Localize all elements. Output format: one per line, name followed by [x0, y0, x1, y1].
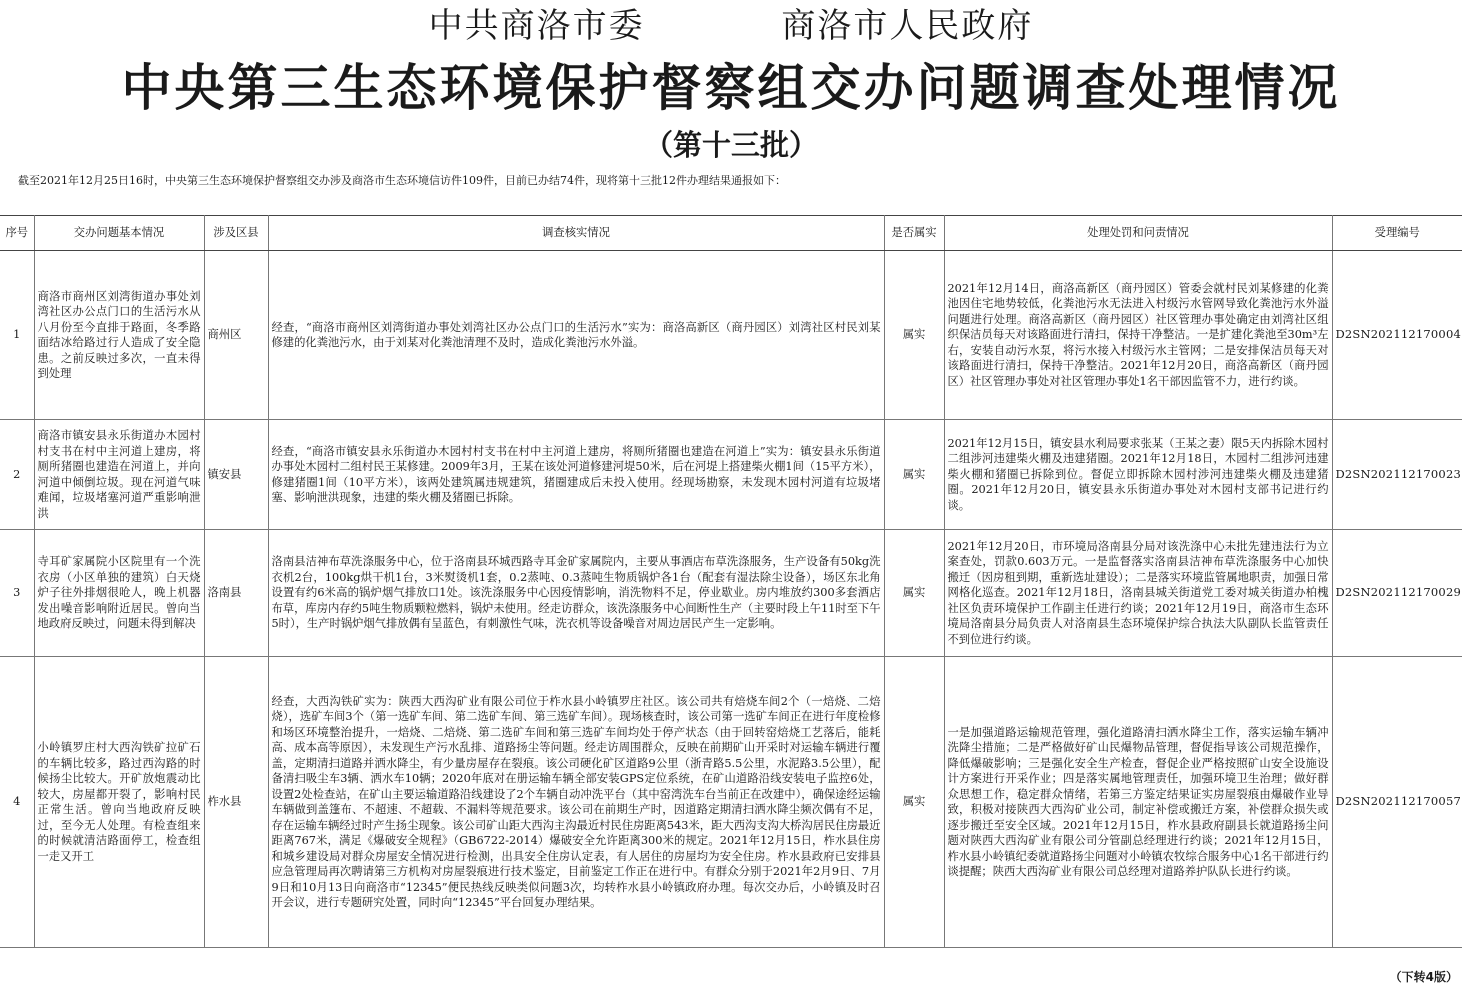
district-cell: 镇安县: [204, 420, 268, 530]
header-district: 涉及区县: [204, 216, 268, 251]
handling-cell: 2021年12月20日，市环境局洛南县分局对该洗涤中心未批先建违法行为立案查处，罚款0.603万元。一是监督落实洛南县洁神布草洗涤服务中心加快搬迁（因房租到期，重新选址建设）；二是落实环境监管属地职责，加强日常网格化巡查。2021年12月18日，洛南县城关街道党工委对城关街道办柏槐社区负责环境保护工作副主任进行约谈；2021年12月19日，商洛市生态环境局洛南县分局负责人对洛南县生态环境保护综合执法大队副队长监管责任不到位进行约谈。: [944, 530, 1332, 657]
case-code-cell: D2SN202112170004: [1332, 251, 1462, 420]
row-number: 4: [0, 657, 34, 948]
header-no: 序号: [0, 216, 34, 251]
case-code-cell: D2SN202112170029: [1332, 530, 1462, 657]
header-handling: 处理处罚和问责情况: [944, 216, 1332, 251]
org-government: 商洛市人民政府: [781, 6, 1034, 46]
table-header-row: [0, 216, 1462, 251]
row-number: 1: [0, 251, 34, 420]
table-row: [0, 251, 1462, 420]
district-cell: 柞水县: [204, 657, 268, 948]
table-row: [0, 530, 1462, 657]
header-issue: 交办问题基本情况: [34, 216, 204, 251]
handling-cell: 一是加强道路运输规范管理，强化道路清扫洒水降尘工作，落实运输车辆冲洗降尘措施；二是严格做好矿山民爆物品管理，督促指导该公司规范操作，降低爆破影响；三是强化安全生产检查，督促企业严格按照矿山安全设施设计方案进行开采作业；四是落实属地管理责任，加强环境卫生治理；做好群众思想工作，稳定群众情绪，若第三方鉴定结果证实房屋裂痕由爆破作业导致，积极对接陕西大西沟矿业公司，制定补偿或搬迁方案，补偿群众损失或逐步搬迁至安全区域。2021年12月15日，柞水县政府副县长就道路扬尘问题对陕西大西沟矿业有限公司分管副总经理进行约谈；2021年12月15日，柞水县小岭镇纪委就道路扬尘问题对小岭镇农牧综合服务中心1名干部进行约谈提醒；陕西大西沟矿业有限公司总经理对道路养护队队长进行约谈。: [944, 657, 1332, 948]
org-party-committee: 中共商洛市委: [428, 6, 645, 46]
issue-cell: 寺耳矿家属院小区院里有一个洗衣房（小区单独的建筑）白天烧炉子往外排烟很呛人，晚上机器发出噪音影响附近居民。曾向当地政府反映过，问题未得到解决: [34, 530, 204, 657]
page-title: 中央第三生态环境保护督察组交办问题调查处理情况: [121, 59, 1341, 117]
handling-cell: 2021年12月15日，镇安县水利局要求张某（王某之妻）限5天内拆除木园村二组涉河违建柴火棚及违建猪圈。2021年12月18日，木园村二组涉河违建柴火棚和猪圈已拆除到位。督促立即拆除木园村涉河违建柴火棚及违建猪圈。2021年12月20日，镇安县永乐街道办事处对木园村支部书记进行约谈。: [944, 420, 1332, 530]
batch-subtitle: （第十三批）: [643, 128, 818, 162]
case-code-cell: D2SN202112170023: [1332, 420, 1462, 530]
row-number: 2: [0, 420, 34, 530]
investigation-cell: 经查，大西沟铁矿实为：陕西大西沟矿业有限公司位于柞水县小岭镇罗庄社区。该公司共有焙烧车间2个（一焙烧、二焙烧），选矿车间3个（第一选矿车间、第二选矿车间、第三选矿车间）。现场核查时，该公司第一选矿车间正在进行年度检修和场区环境整治提升，一焙烧、二焙烧、第二选矿车间和第三选矿车间均处于停产状态（由于回转窑焙烧工艺落后，能耗高、成本高等原因），未发现生产污水乱排、道路扬尘等问题。经走访周围群众，反映在前期矿山开采时对运输车辆进行覆盖，定期清扫道路并洒水降尘，有少量房屋存在裂痕。该公司硬化矿区道路9公里（浙青路5.5公里，水泥路3.5公里），配备清扫吸尘车3辆、洒水车10辆；2020年底对在册运输车辆全部安装GPS定位系统，在矿山道路沿线安装电子监控6处，设置2处检查站，在矿山主要运输道路沿线建设了2个车辆自动冲洗平台（其中窑湾洗车台当前正在改建中），确保途经运输车辆做到盖篷布、不超速、不超载、不漏料等规范要求。该公司在前期生产时，因道路定期清扫洒水降尘频次偶有不足，存在运输车辆经过时产生扬尘现象。该公司矿山距大西沟主沟最近村民住房距离543米，距大西沟支沟大桥沟居民住房最近距离767米，满足《爆破安全规程》（GB6722-2014）爆破安全允许距离300米的规定。2021年12月15日，柞水县住房和城乡建设局对群众房屋安全情况进行检测，出具安全住房认定表，有人居住的房屋均为安全住房。柞水县政府已安排县应急管理局再次聘请第三方机构对房屋裂痕进行技术鉴定，目前鉴定工作正在进行中。有群众分别于2021年2月9日、7月9日和10月13日向商洛市“12345”便民热线反映类似问题3次，均转柞水县小岭镇政府办理。每次交办后，小岭镇及时召开会议，进行专题研究处置，同时向“12345”平台回复办理结果。: [268, 657, 884, 948]
table-row: [0, 420, 1462, 530]
row-number: 3: [0, 530, 34, 657]
handling-cell: 2021年12月14日，商洛高新区（商丹园区）管委会就村民刘某修建的化粪池因住宅地势较低，化粪池污水无法进入村级污水管网导致化粪池污水外溢问题进行处理。商洛高新区（商丹园区）社区管理办事处确定由刘湾社区组织保洁员每天对该路面进行清扫，保持干净整洁。一是扩建化粪池至30m³左右，安装自动污水泵，将污水接入村级污水主管网；二是安排保洁员每天对该路面进行清扫，保持干净整洁。2021年12月20日，商洛高新区（商丹园区）社区管理办事处对社区管理办事处1名干部因监管不力，进行约谈。: [944, 251, 1332, 420]
header-verified: 是否属实: [884, 216, 944, 251]
table-row: [0, 657, 1462, 948]
header-code: 受理编号: [1332, 216, 1462, 251]
continued-on-page-note: （下转4版）: [1389, 970, 1458, 984]
investigation-cell: 经查，“商洛市商州区刘湾街道办事处刘湾社区办公点门口的生活污水”实为：商洛高新区（商丹园区）刘湾社区村民刘某修建的化粪池污水，由于刘某对化粪池清理不及时，造成化粪池污水外溢。: [268, 251, 884, 420]
verified-cell: 属实: [884, 530, 944, 657]
investigation-cell: 经查，“商洛市镇安县永乐街道办木园村村支书在村中主河道上建房，将厕所猪圈也建造在河道上”实为：镇安县永乐街道办事处木园村二组村民王某修建。2009年3月，王某在该处河道修建河堤50米，后在河堤上搭建柴火棚1间（15平方米），修建猪圈1间（10平方米），该两处建筑属违规建筑，猪圈建成后未投入使用。经现场勘察，未发现木园村河道有垃圾堵塞、影响泄洪现象，违建的柴火棚及猪圈已拆除。: [268, 420, 884, 530]
header-organizations: [0, 4, 1462, 48]
verified-cell: 属实: [884, 420, 944, 530]
investigation-cell: 洛南县洁神布草洗涤服务中心，位于洛南县环城西路寺耳金矿家属院内，主要从事酒店布草洗涤服务，生产设备有50kg洗衣机2台，100kg烘干机1台，3米熨烫机1套，0.2蒸吨、0.3蒸吨生物质锅炉各1台（配套有湿法除尘设备），场区东北角设置有约6米高的锅炉烟气排放口1处。该洗涤服务中心因疫情影响，消洗物料不足，停业歇业。房内堆放约300多套酒店布草，库房内存约5吨生物质颗粒燃料，锅炉未使用。经走访群众，该洗涤服务中心间断性生产（主要时段上午11时至下午5时），生产时锅炉烟气排放偶有呈蓝色，有刺激性气味，洗衣机等设备噪音对周边居民产生一定影响。: [268, 530, 884, 657]
case-code-cell: D2SN202112170057: [1332, 657, 1462, 948]
issue-cell: 商洛市镇安县永乐街道办木园村村支书在村中主河道上建房，将厕所猪圈也建造在河道上，并向河道中倾倒垃圾。现在河道气味难闻，垃圾堵塞河道严重影响泄洪: [34, 420, 204, 530]
issue-cell: 商洛市商州区刘湾街道办事处刘湾社区办公点门口的生活污水从八月份至今直排于路面，冬季路面结冰给路过行人造成了安全隐患。之前反映过多次，一直未得到处理: [34, 251, 204, 420]
report-table: [0, 215, 1462, 948]
intro-paragraph: 截至2021年12月25日16时，中央第三生态环境保护督察组交办涉及商洛市生态环境信访件109件，目前已办结74件，现将第十三批12件办理结果通报如下：: [18, 174, 786, 187]
verified-cell: 属实: [884, 251, 944, 420]
issue-cell: 小岭镇罗庄村大西沟铁矿拉矿石的车辆比较多，路过西沟路的时候扬尘比较大。开矿放炮震动比较大，房屋都开裂了，影响村民正常生活。曾向当地政府反映过，至今无人处理。有检查组来的时候就清洁路面停工，检查组一走又开工: [34, 657, 204, 948]
header-investigation: 调查核实情况: [268, 216, 884, 251]
verified-cell: 属实: [884, 657, 944, 948]
district-cell: 商州区: [204, 251, 268, 420]
district-cell: 洛南县: [204, 530, 268, 657]
